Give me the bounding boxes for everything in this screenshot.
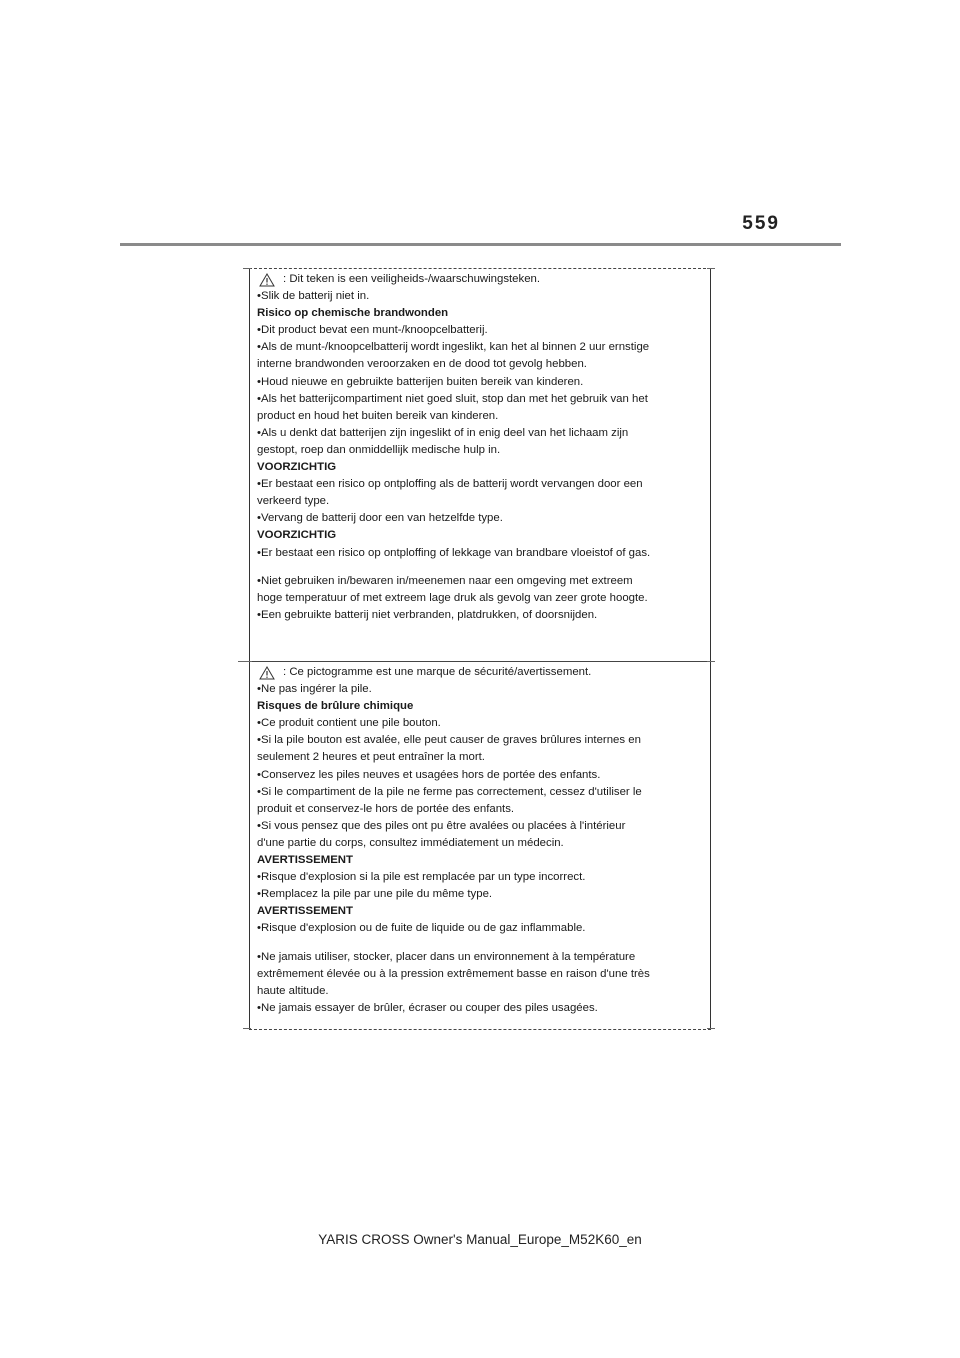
warning-text-line: •Conservez les piles neuves et usagées hors de portée des enfants. xyxy=(257,768,601,781)
dutch-symbol-line xyxy=(257,271,697,288)
warning-text-line: •Risque d'explosion si la pile est remplacée par un type incorrect. xyxy=(257,871,586,884)
warning-text-line: hoge temperatuur of met extreem lage druk als gevolg van zeer grote hoogte. xyxy=(257,591,648,604)
warning-text-line: •Ce produit contient une pile bouton. xyxy=(257,717,441,730)
warning-text-line: •Er bestaat een risico op ontploffing of lekkage van brandbare vloeistof of gas. xyxy=(257,546,651,559)
warning-text-line: produit et conservez-le hors de portée des enfants. xyxy=(257,802,515,815)
warning-text-line: •Een gebruikte batterij niet verbranden, platdrukken, of doorsnijden. xyxy=(257,608,598,621)
header-rule xyxy=(120,243,841,246)
warning-text-line: •Dit product bevat een munt-/knoopcelbatterij. xyxy=(257,324,488,337)
warning-text-line: •Slik de batterij niet in. xyxy=(257,290,370,303)
corner-mark xyxy=(238,661,252,662)
spacer xyxy=(257,938,697,949)
warning-text-line: seulement 2 heures et peut entraîner la mort. xyxy=(257,751,485,764)
warning-text-line: •Ne jamais essayer de brûler, écraser ou couper des piles usagées. xyxy=(257,1001,598,1014)
dutch-symbol-text: : Dit teken is een veiligheids-/waarschuwingsteken. xyxy=(283,273,541,285)
warning-text-line: •Si vous pensez que des piles ont pu être avalées ou placées à l'intérieur xyxy=(257,819,626,832)
corner-mark xyxy=(243,1028,251,1029)
french-lines xyxy=(257,681,697,1017)
warning-triangle-icon xyxy=(259,273,275,287)
warning-heading: Risques de brûlure chimique xyxy=(257,700,414,713)
warning-text-line: •Als het batterijcompartiment niet goed sluit, stop dan met het gebruik van het xyxy=(257,392,648,405)
warning-text-line: •Houd nieuwe en gebruikte batterijen buiten bereik van kinderen. xyxy=(257,375,584,388)
warning-text-line: •Er bestaat een risico op ontploffing als de batterij wordt vervangen door een xyxy=(257,478,643,491)
warning-text-line: product en houd het buiten bereik van kinderen. xyxy=(257,409,499,422)
page-number: 559 xyxy=(742,213,780,234)
warning-text-line: •Si le compartiment de la pile ne ferme pas correctement, cessez d'utiliser le xyxy=(257,785,642,798)
warning-text-line: haute altitude. xyxy=(257,984,329,997)
warning-text-line: •Risque d'explosion ou de fuite de liquide ou de gaz inflammable. xyxy=(257,922,586,935)
corner-mark xyxy=(707,1028,715,1029)
warning-text-line: •Niet gebruiken in/bewaren in/meenemen naar een omgeving met extreem xyxy=(257,574,633,587)
warning-text-line: •Ne jamais utiliser, stocker, placer dans un environnement à la température xyxy=(257,950,636,963)
warning-text-line: •Als u denkt dat batterijen zijn ingeslikt of in enig deel van het lichaam zijn xyxy=(257,426,629,439)
manual-footer: YARIS CROSS Owner's Manual_Europe_M52K60_en xyxy=(318,1232,642,1247)
warning-text-line: •Vervang de batterij door een van hetzelfde type. xyxy=(257,512,503,525)
corner-mark xyxy=(707,661,715,662)
corner-mark xyxy=(707,268,715,269)
warning-text-line: interne brandwonden veroorzaken en de dood tot gevolg hebben. xyxy=(257,358,587,371)
warning-text-line: •Remplacez la pile par une pile du même type. xyxy=(257,888,493,901)
spacer xyxy=(257,562,697,573)
warning-text-line: gestopt, roep dan onmiddellijk medische hulp in. xyxy=(257,443,501,456)
french-symbol-text: : Ce pictogramme est une marque de sécurité/avertissement. xyxy=(283,666,592,678)
warning-text-line: extrêmement élevée ou à la pression extrêmement basse en raison d'une très xyxy=(257,967,650,980)
french-warning-text xyxy=(257,664,697,1017)
dutch-warning-text xyxy=(257,271,697,624)
warning-text-line: •Si la pile bouton est avalée, elle peut causer de graves brûlures internes en xyxy=(257,734,641,747)
corner-mark xyxy=(243,268,251,269)
warning-heading: AVERTISSEMENT xyxy=(257,905,353,918)
warning-heading: Risico op chemische brandwonden xyxy=(257,307,449,320)
warning-heading: VOORZICHTIG xyxy=(257,529,337,542)
warning-text-line: d'une partie du corps, consultez immédiatement un médecin. xyxy=(257,836,564,849)
warning-triangle-icon xyxy=(259,666,275,680)
warning-heading: VOORZICHTIG xyxy=(257,461,337,474)
warning-text-line: verkeerd type. xyxy=(257,495,330,508)
warning-text-line: •Als de munt-/knoopcelbatterij wordt ingeslikt, kan het al binnen 2 uur ernstige xyxy=(257,341,650,354)
french-symbol-line xyxy=(257,664,697,681)
warning-text-line: •Ne pas ingérer la pile. xyxy=(257,683,372,696)
warning-heading: AVERTISSEMENT xyxy=(257,854,353,867)
dutch-lines xyxy=(257,288,697,624)
